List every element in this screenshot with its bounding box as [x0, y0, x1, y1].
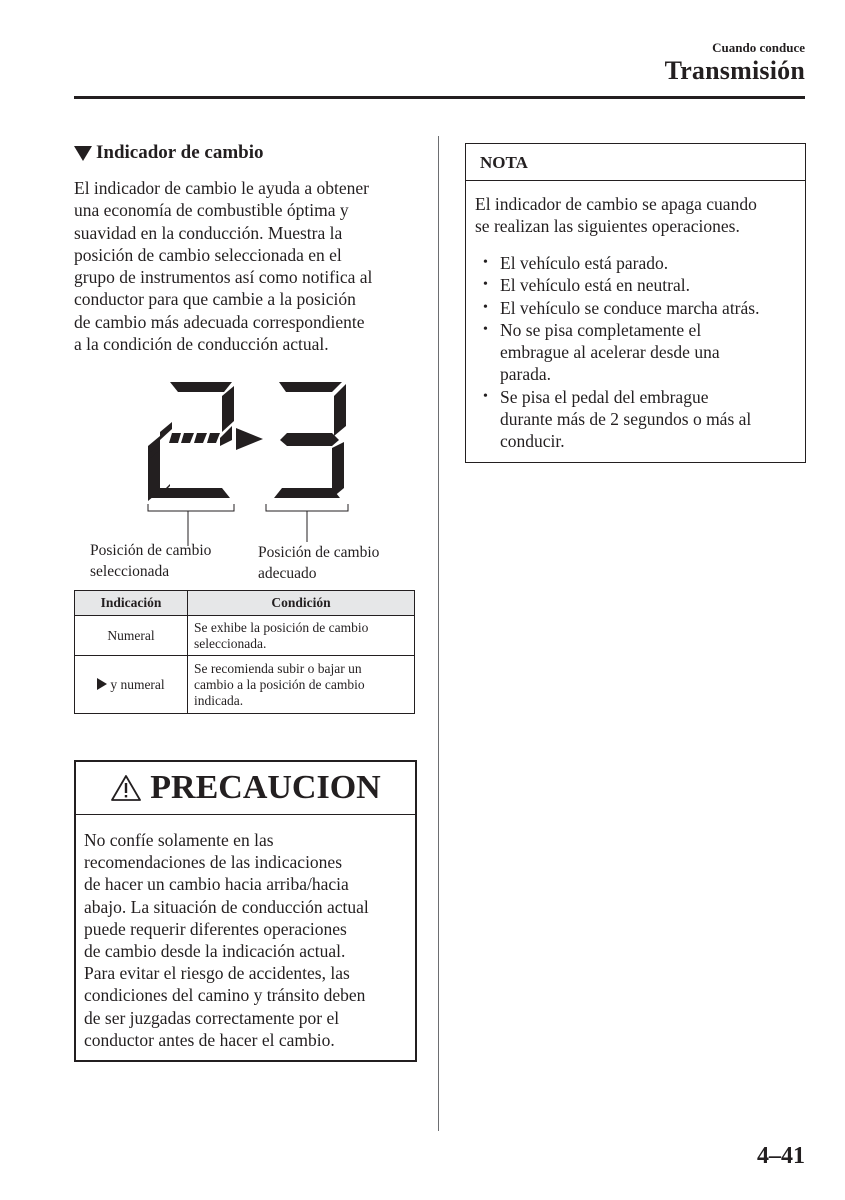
page-title: Transmisión	[664, 56, 805, 85]
list-item-line: durante más de 2 segundos o más al	[500, 409, 752, 430]
intro-line: grupo de instrumentos así como notifica al	[74, 267, 373, 288]
condition-line: cambio a la posición de cambio	[194, 676, 365, 692]
callout-selected-position	[90, 540, 211, 582]
precaution-line: abajo. La situación de conducción actual	[84, 896, 369, 917]
triangle-down-icon	[74, 146, 92, 161]
precaution-text	[84, 829, 412, 1051]
precaution-line: de cambio desde la indicación actual.	[84, 941, 346, 962]
precaution-line: recomendaciones de las indicaciones	[84, 852, 343, 873]
precaution-line: No confíe solamente en las	[84, 830, 274, 850]
intro-line: a la condición de conducción actual.	[74, 334, 329, 355]
column-divider	[438, 136, 439, 1131]
table-header-cell: Condición	[188, 591, 415, 616]
list-item-line: conducir.	[500, 431, 565, 452]
intro-line: conductor para que cambie a la posición	[74, 289, 356, 310]
table-cell-indication	[75, 656, 188, 714]
note-intro	[475, 193, 800, 238]
shift-indicator-figure	[74, 376, 419, 586]
table-cell-condition	[188, 656, 415, 714]
note-list	[475, 252, 805, 453]
list-item-line: • El vehículo se conduce marcha atrás.	[500, 297, 760, 318]
precaution-title: PRECAUCION	[150, 769, 381, 806]
condition-line: Se recomienda subir o bajar un	[194, 660, 362, 676]
play-arrow-icon	[97, 678, 107, 690]
list-item-line: embrague al acelerar desde una	[500, 342, 720, 363]
list-item-line: • No se pisa completamente el	[500, 319, 702, 340]
precaution-box	[74, 760, 417, 1062]
list-item	[475, 252, 805, 274]
intro-line: una economía de combustible óptima y	[74, 200, 349, 221]
subheading	[74, 142, 264, 164]
note-header	[466, 144, 805, 181]
subheading-text: Indicador de cambio	[96, 142, 264, 163]
intro-line: suavidad en la conducción. Muestra la	[74, 222, 343, 243]
precaution-line: de ser juzgadas correctamente por el	[84, 1007, 340, 1028]
list-item-line: parada.	[500, 364, 552, 385]
callout-line: Posición de cambio	[258, 544, 380, 561]
precaution-line: puede requerir diferentes operaciones	[84, 918, 347, 939]
shift-up-arrow-icon	[236, 428, 263, 450]
callout-line: seleccionada	[90, 563, 170, 580]
precaution-line: Para evitar el riesgo de accidentes, las	[84, 963, 350, 984]
list-item	[475, 274, 805, 296]
intro-line: posición de cambio seleccionada en el	[74, 244, 342, 265]
callout-line: adecuado	[258, 565, 317, 582]
table-row	[75, 656, 415, 714]
digit-3-segments	[274, 382, 346, 498]
condition-line: Se exhibe la posición de cambio	[194, 619, 369, 635]
intro-line: de cambio más adecuada correspondiente	[74, 311, 365, 332]
section-label: Cuando conduce	[712, 40, 805, 55]
table-row	[75, 616, 415, 656]
precaution-header	[76, 762, 415, 815]
table-cell-indication: Numeral	[75, 616, 188, 656]
precaution-line: condiciones del camino y tránsito deben	[84, 985, 366, 1006]
precaution-line: de hacer un cambio hacia arriba/hacia	[84, 874, 349, 895]
list-item	[475, 297, 805, 319]
list-item-line: • El vehículo está en neutral.	[500, 275, 690, 296]
callout-line: Posición de cambio	[90, 542, 212, 559]
digit-2-segments	[148, 382, 234, 501]
intro-paragraph	[74, 177, 424, 355]
precaution-line: conductor antes de hacer el cambio.	[84, 1029, 335, 1050]
note-intro-line: se realizan las siguientes operaciones.	[475, 216, 740, 237]
list-item-line: • Se pisa el pedal del embrague	[500, 386, 709, 407]
condition-line: indicada.	[194, 692, 244, 708]
note-title: NOTA	[480, 153, 528, 172]
list-item-line: • El vehículo está parado.	[500, 253, 669, 273]
header-rule	[74, 96, 805, 99]
page-number: 4–41	[757, 1143, 805, 1169]
warning-triangle-icon	[110, 774, 142, 802]
table-header-row	[75, 591, 415, 616]
intro-line: El indicador de cambio le ayuda a obtener	[74, 178, 369, 198]
condition-line: seleccionada.	[194, 635, 267, 651]
note-intro-line: El indicador de cambio se apaga cuando	[475, 194, 757, 214]
callout-suggested-position	[258, 542, 379, 584]
table-header-cell: Indicación	[75, 591, 188, 616]
indication-text: y numeral	[110, 676, 165, 692]
indication-condition-table	[74, 590, 415, 714]
list-item	[475, 386, 805, 453]
table-cell-condition	[188, 616, 415, 656]
note-box	[465, 143, 806, 463]
list-item	[475, 319, 805, 386]
